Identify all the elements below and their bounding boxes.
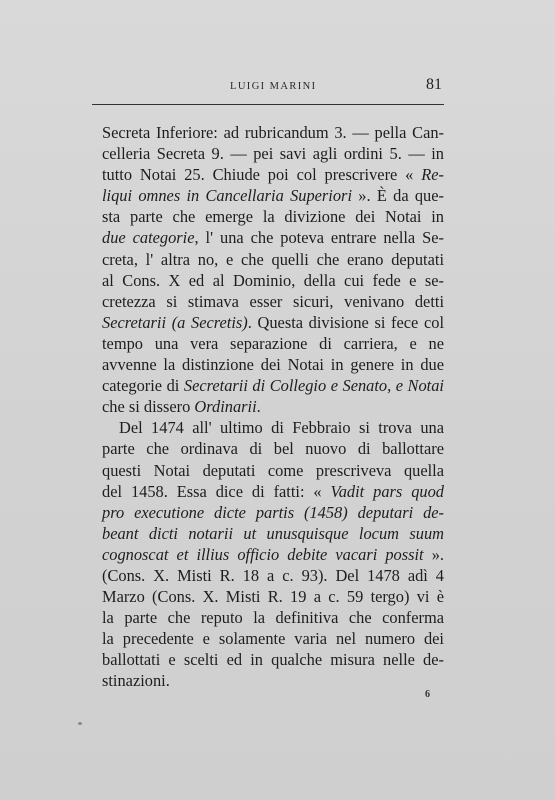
text-segment: . Questa divisione si fece col [247, 312, 445, 332]
text-segment: tutto Notai 25. Chiude poi col prescrivere « [102, 165, 422, 185]
text-line [102, 460, 444, 481]
text-line [102, 607, 444, 628]
text-segment: creta, l' altra no, e che quelli che erano deputati [102, 249, 444, 269]
italic-segment: Vadit pars quod [330, 481, 444, 501]
text-segment: , l' una che poteva entrare nella Se- [194, 228, 444, 248]
text-segment: cretezza si stimava esser sicuri, venivano detti [102, 291, 444, 311]
text-segment: ». È da que- [352, 186, 444, 206]
text-line [102, 565, 444, 586]
text-line [102, 354, 444, 375]
text-segment: sta parte che emerge la divizione dei Notai in [102, 207, 444, 227]
text-line [102, 122, 444, 143]
text-segment: parte che ordinava di bel nuovo di ballottare [102, 439, 444, 459]
text-line [102, 586, 444, 607]
text-segment: celleria Secreta 9. — pei savi agli ordini 5. — in [102, 144, 444, 164]
text-segment: ballottati e scelti ed in qualche misura nelle de- [102, 650, 444, 670]
running-head: LUIGI MARINI [230, 81, 317, 92]
page-number: 81 [426, 76, 442, 93]
text-line [102, 185, 444, 206]
italic-segment: Secretarii di Collegio e Senato, e Notai [183, 376, 444, 396]
text-segment: Del 1474 all' ultimo di Febbraio si trova una [119, 418, 444, 438]
text-segment: che si dissero [102, 397, 195, 417]
text-segment: tempo una vera separazione di carriera, e ne [102, 333, 444, 353]
italic-segment: liqui omnes in Cancellaria Superiori [102, 186, 352, 206]
text-segment: avvenne la distinzione dei Notai in genere in due [102, 355, 444, 375]
text-line [102, 649, 444, 670]
italic-segment: Re- [421, 165, 444, 185]
italic-segment: Ordinarii [194, 397, 257, 417]
page-header [92, 76, 444, 98]
text-segment: del 1458. Essa dice di fatti: « [102, 481, 331, 501]
text-segment: al Cons. X ed al Dominio, della cui fede e se- [102, 270, 444, 290]
text-line [102, 333, 444, 354]
text-line [102, 291, 444, 312]
text-segment: (Cons. X. Misti R. 18 a c. 93). Del 1478 adì 4 [102, 565, 444, 585]
italic-segment: pro executione dicte partis (1458) deputari de- [102, 502, 444, 522]
text-segment: Secreta Inferiore: ad rubricandum 3. — pella Can- [102, 123, 444, 142]
text-line [102, 143, 444, 164]
text-line [102, 227, 444, 248]
text-segment: ». [423, 544, 444, 564]
text-line [102, 481, 444, 502]
text-segment: Marzo (Cons. X. Misti R. 19 a c. 59 tergo) vi è [102, 587, 444, 607]
text-line [102, 249, 444, 270]
text-line [102, 438, 444, 459]
italic-segment: cognoscat et illius officio debite vacari possit [102, 544, 424, 564]
italic-segment: beant dicti notarii ut unusquisque locum suum [102, 523, 444, 543]
text-line [102, 270, 444, 291]
italic-segment: Secretarii (a Secretis) [102, 312, 248, 332]
text-line [102, 523, 444, 544]
text-line [102, 396, 444, 417]
text-segment: questi Notai deputati come prescriveva quella [102, 460, 444, 480]
text-segment: stinazioni. [102, 671, 170, 691]
text-segment: categorie di [102, 376, 184, 396]
italic-segment: due categorie [102, 228, 195, 248]
signature-mark: 6 [425, 689, 430, 700]
text-line [102, 164, 444, 185]
text-segment: . [256, 397, 261, 417]
body-text [102, 122, 444, 692]
text-line [102, 544, 444, 565]
text-line [102, 206, 444, 227]
text-segment: la parte che reputo la definitiva che conferma [102, 608, 444, 628]
text-segment: la precedente e solamente varia nel numero dei [102, 629, 444, 649]
text-line [102, 628, 444, 649]
text-line [102, 502, 444, 523]
paper-speck [78, 722, 82, 725]
text-line [102, 375, 444, 396]
text-line [102, 312, 444, 333]
header-rule [92, 104, 444, 105]
text-line [102, 417, 444, 438]
text-line [102, 670, 444, 691]
